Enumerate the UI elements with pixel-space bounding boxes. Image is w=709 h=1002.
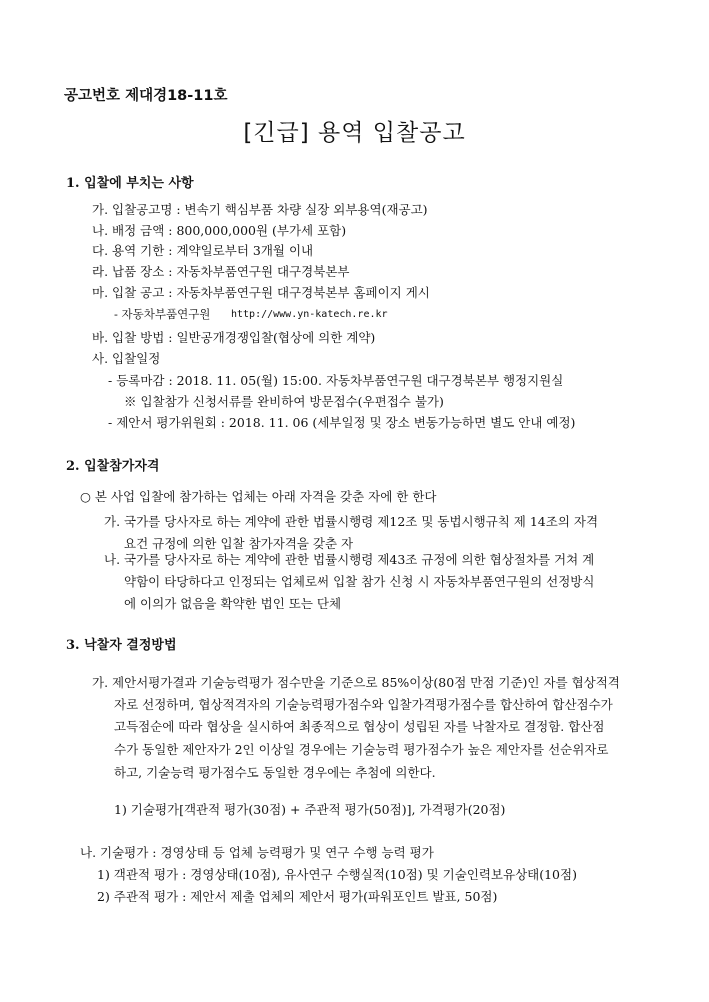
section3-b-item: 1) 객관적 평가 : 경영상태(10점), 유사연구 수행실적(10점) 및 기술인력보유상태(10점) bbox=[97, 867, 577, 882]
section2-item-b-line: 나. 국가를 당사자로 하는 계약에 관한 법률시행령 제43조 규정에 의한 협상절차를 거쳐 계 bbox=[104, 552, 595, 567]
section3-a-sub: 1) 기술평가[객관적 평가(30점) + 주관적 평가(50점)], 가격평가(20점) bbox=[114, 802, 506, 817]
section3-a-line: 수가 동일한 제안자가 2인 이상일 경우에는 기술능력 평가점수가 높은 제안자를 선순위자로 bbox=[114, 742, 609, 757]
section2-item-b-line: 에 이의가 없음을 확약한 법인 또는 단체 bbox=[124, 596, 342, 611]
notice-number: 공고번호 제대경18-11호 bbox=[64, 88, 228, 104]
section2-intro: ○ 본 사업 입찰에 참가하는 업체는 아래 자격을 갖춘 자에 한 한다 bbox=[80, 489, 437, 504]
schedule-item: - 등록마감 : 2018. 11. 05(월) 15:00. 자동차부품연구원 대구경북본부 행정지원실 bbox=[108, 373, 564, 388]
section2-item-a-line: 요건 규정에 의한 입찰 참가자격을 갖춘 자 bbox=[124, 536, 354, 551]
schedule-item: - 제안서 평가위원회 : 2018. 11. 06 (세부일정 및 장소 변동가능하면 별도 안내 예정) bbox=[108, 415, 576, 430]
document-title: [긴급] 용역 입찰공고 bbox=[243, 120, 466, 146]
section3-a-line: 고득점순에 따라 협상을 실시하여 최종적으로 협상이 성립된 자를 낙찰자로 결정함. 합산점 bbox=[114, 719, 605, 734]
section1-item: 마. 입찰 공고 : 자동차부품연구원 대구경북본부 홈페이지 게시 bbox=[92, 285, 430, 300]
section3-b-item: 2) 주관적 평가 : 제안서 제출 업체의 제안서 평가(파워포인트 발표, 50점) bbox=[97, 889, 498, 904]
schedule-label: 사. 입찰일정 bbox=[92, 351, 161, 366]
section2-item-a-line: 가. 국가를 당사자로 하는 계약에 관한 법률시행령 제12조 및 동법시행규칙 제 14조의 자격 bbox=[104, 514, 599, 529]
section3-a-line: 자로 선정하며, 협상적격자의 기술능력평가점수와 입찰가격평가점수를 합산하여 합산점수가 bbox=[114, 697, 613, 712]
schedule-note: ※ 입찰참가 신청서류를 완비하여 방문접수(우편접수 불가) bbox=[124, 394, 444, 409]
bid-method: 바. 입찰 방법 : 일반공개경쟁입찰(협상에 의한 계약) bbox=[92, 330, 376, 345]
document-title-wrap bbox=[0, 119, 709, 147]
section3-heading: 3. 낙찰자 결정방법 bbox=[66, 638, 177, 653]
section2-item-b-line: 약함이 타당하다고 인정되는 업체로써 입찰 참가 신청 시 자동차부품연구원의 선정방식 bbox=[124, 574, 595, 589]
section1-item: 나. 배정 금액 : 800,000,000원 (부가세 포함) bbox=[92, 223, 347, 238]
section3-a-line: 가. 제안서평가결과 기술능력평가 점수만을 기준으로 85%이상(80점 만점 기준)인 자를 협상적격 bbox=[92, 675, 620, 690]
section1-item: 라. 납품 장소 : 자동차부품연구원 대구경북본부 bbox=[92, 264, 350, 279]
section2-heading: 2. 입찰참가자격 bbox=[66, 459, 160, 474]
section3-b-heading: 나. 기술평가 : 경영상태 등 업체 능력평가 및 연구 수행 능력 평가 bbox=[80, 845, 434, 860]
section1-item: 가. 입찰공고명 : 변속기 핵심부품 차량 실장 외부용역(재공고) bbox=[92, 202, 428, 217]
site-prefix: - 자동차부품연구원 bbox=[114, 307, 211, 321]
section3-a-line: 하고, 기술능력 평가점수도 동일한 경우에는 추첨에 의한다. bbox=[114, 765, 436, 780]
section1-heading: 1. 입찰에 부치는 사항 bbox=[66, 176, 194, 191]
site-url-link[interactable]: http://www.yn-katech.re.kr bbox=[231, 309, 388, 320]
section1-item: 다. 용역 기한 : 계약일로부터 3개월 이내 bbox=[92, 243, 314, 258]
